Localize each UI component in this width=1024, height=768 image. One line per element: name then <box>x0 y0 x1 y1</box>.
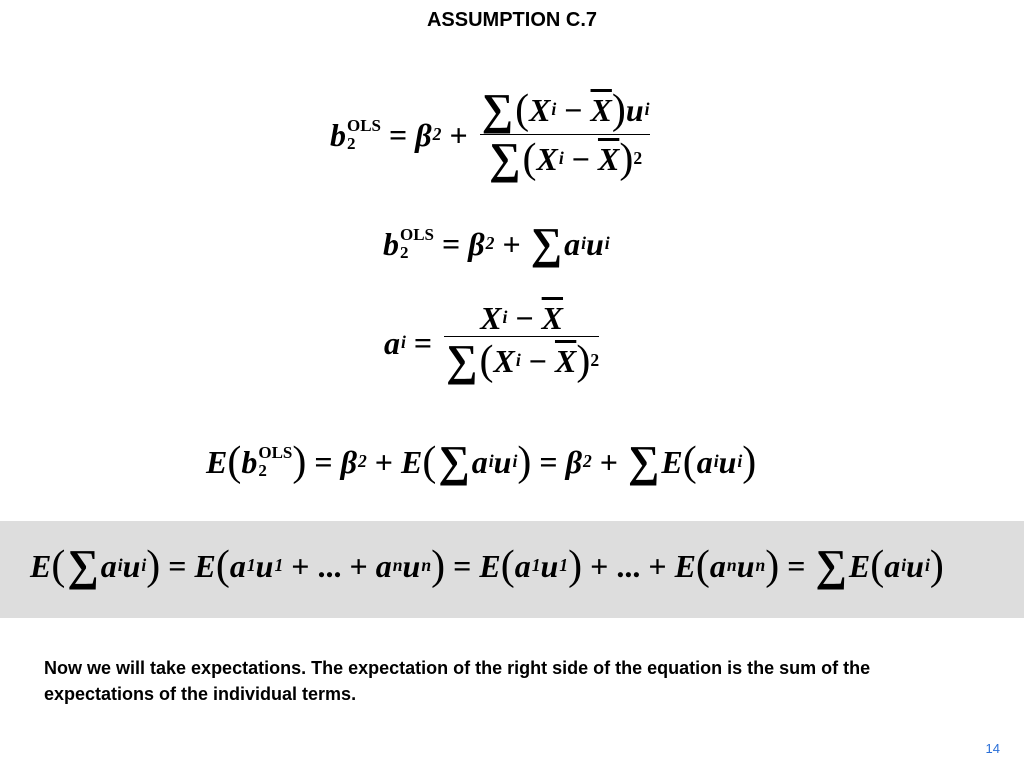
fraction-denominator: ∑ ( X i − $\overline{X}$ ) 2 <box>446 336 600 385</box>
symbol-b: b <box>330 116 346 153</box>
subscript-2: 2 <box>347 133 356 153</box>
x-bar: $\overline{X}$ <box>597 141 620 177</box>
equation-ai-definition: a i = X i − $\overline{X}$ ∑ ( X i − $\overline{X}$ ) 2 <box>384 300 600 385</box>
superscript-ols: OLS <box>347 115 382 135</box>
explanation-text: Now we will take expectations. The expectation of the right side of the equation is the sum of the expectations of the individual terms. <box>44 658 871 704</box>
fraction-numerator: ∑ ( X i − $\overline{X}$ ) u i <box>481 85 650 134</box>
fraction <box>444 302 599 383</box>
slide-title: ASSUMPTION C.7 <box>426 9 598 31</box>
summation-sign: ∑ <box>530 219 563 268</box>
summation-sign: ∑ <box>489 134 521 183</box>
equation-b2-weighted-sum: b OLS 2 = β 2 + ∑ a i u i <box>383 219 610 268</box>
fraction <box>480 85 650 183</box>
x-bar: $\overline{X}$ <box>590 92 612 128</box>
summation-sign: ∑ <box>481 85 514 134</box>
equation-expectation-sum-expanded: E ( ∑ a i u i ) = E ( a 1 u 1 + ... + a n u n ) = E ( a 1 u 1 ) + ... + E ( a n u n ) = ∑ E ( a i u i ) <box>30 541 944 590</box>
fraction-denominator: ∑ ( X i − $\overline{X}$ ) 2 <box>489 134 643 183</box>
symbol-beta: β <box>415 116 432 153</box>
plus-sign: + <box>449 116 468 153</box>
equation-b2-ratio <box>330 85 654 183</box>
page-number: 14 <box>985 741 1000 756</box>
equation-expectation-b2: E ( b OLS 2 ) = β 2 + E ( ∑ a i u i ) = β 2 + ∑ E ( a i u i ) <box>206 437 757 486</box>
superscript-2: 2 <box>633 148 643 169</box>
fraction-numerator: X i − $\overline{X}$ <box>480 300 564 336</box>
subscript-2: 2 <box>432 123 442 144</box>
equals-sign: = <box>389 116 408 153</box>
